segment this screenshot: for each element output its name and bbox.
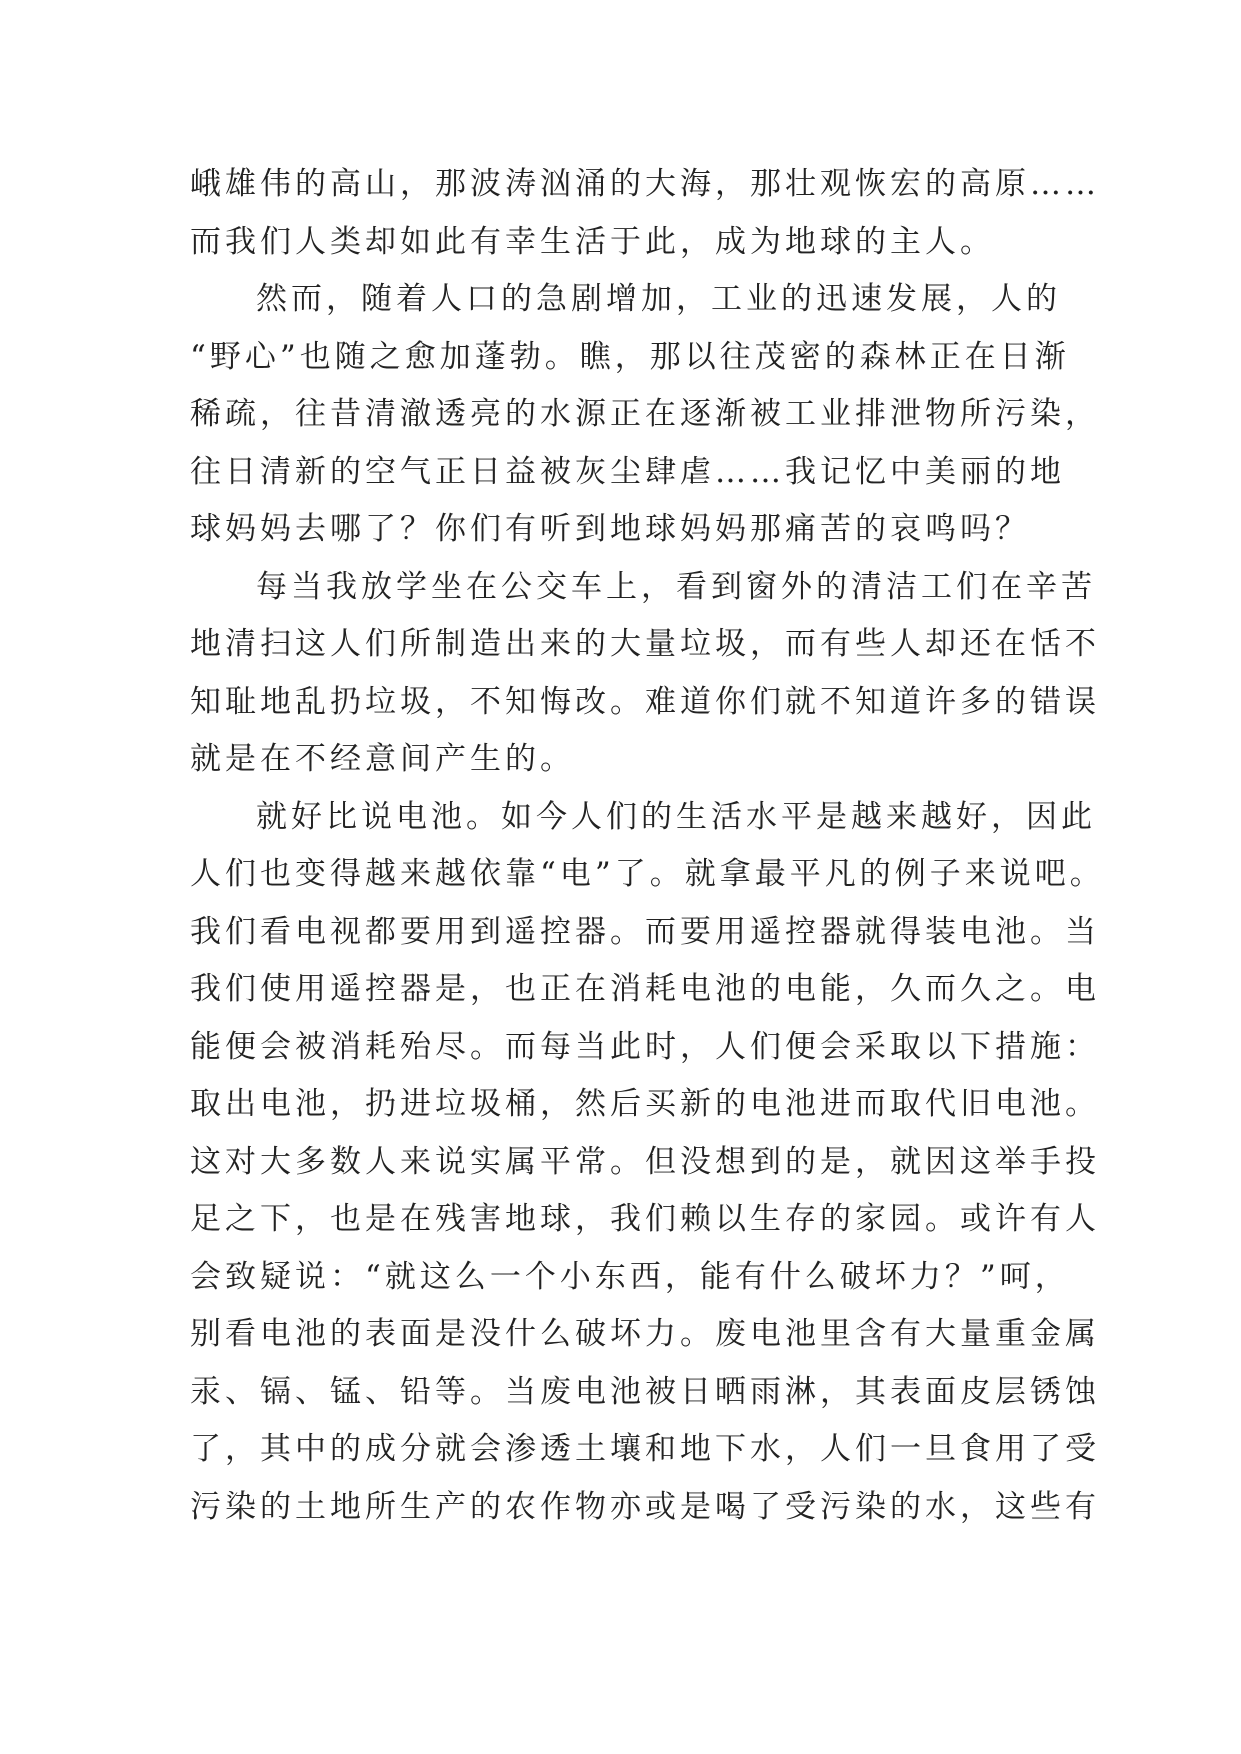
text-line: 会致疑说：“就这么一个小东西，能有什么破坏力？”呵，: [190, 1258, 1070, 1295]
text-line: 稀疏，往昔清澈透亮的水源正在逐渐被工业排泄物所污染，: [190, 396, 1100, 432]
text-line: “野心”也随之愈加蓬勃。瞧，那以往茂密的森林正在日渐: [190, 338, 1070, 375]
text-line: 峨雄伟的高山，那波涛汹涌的大海，那壮观恢宏的高原……: [190, 166, 1100, 202]
text-line: 别看电池的表面是没什么破坏力。废电池里含有大量重金属: [190, 1316, 1100, 1352]
paragraph-first-line: 然而，随着人口的急剧增加，工业的迅速发展，人的: [256, 281, 1061, 317]
text-line: 人们也变得越来越依靠“电”了。就拿最平凡的例子来说吧。: [190, 856, 1105, 892]
paragraph-first-line: 每当我放学坐在公交车上，看到窗外的清洁工们在辛苦: [256, 568, 1096, 605]
body-text: [190, 156, 1105, 1536]
text-line: 汞、镉、锰、铅等。当废电池被日晒雨淋，其表面皮层锈蚀: [190, 1373, 1100, 1410]
text-line: 我们看电视都要用到遥控器。而要用遥控器就得装电池。当: [190, 913, 1100, 950]
text-line: 就是在不经意间产生的。: [190, 741, 575, 777]
text-line: 取出电池，扔进垃圾桶，然后买新的电池进而取代旧电池。: [190, 1086, 1100, 1122]
text-line: 我们使用遥控器是，也正在消耗电池的电能，久而久之。电: [190, 971, 1100, 1007]
paragraph-first-line: 就好比说电池。如今人们的生活水平是越来越好，因此: [256, 798, 1096, 835]
text-line: 地清扫这人们所制造出来的大量垃圾，而有些人却还在恬不: [190, 626, 1100, 662]
text-line: 球妈妈去哪了？你们有听到地球妈妈那痛苦的哀鸣吗？: [190, 511, 1030, 547]
text-line: 足之下，也是在残害地球，我们赖以生存的家园。或许有人: [190, 1201, 1100, 1237]
text-line: 能便会被消耗殆尽。而每当此时，人们便会采取以下措施：: [190, 1028, 1100, 1065]
text-line: 知耻地乱扔垃圾，不知悔改。难道你们就不知道许多的错误: [190, 683, 1100, 720]
text-line: 这对大多数人来说实属平常。但没想到的是，就因这举手投: [190, 1143, 1100, 1180]
text-line: 而我们人类却如此有幸生活于此，成为地球的主人。: [190, 223, 995, 260]
text-line: 污染的土地所生产的农作物亦或是喝了受污染的水，这些有: [190, 1488, 1100, 1525]
text-line: 往日清新的空气正日益被灰尘肆虐……我记忆中美丽的地: [190, 453, 1065, 490]
text-line: 了，其中的成分就会渗透土壤和地下水，人们一旦食用了受: [190, 1431, 1100, 1467]
